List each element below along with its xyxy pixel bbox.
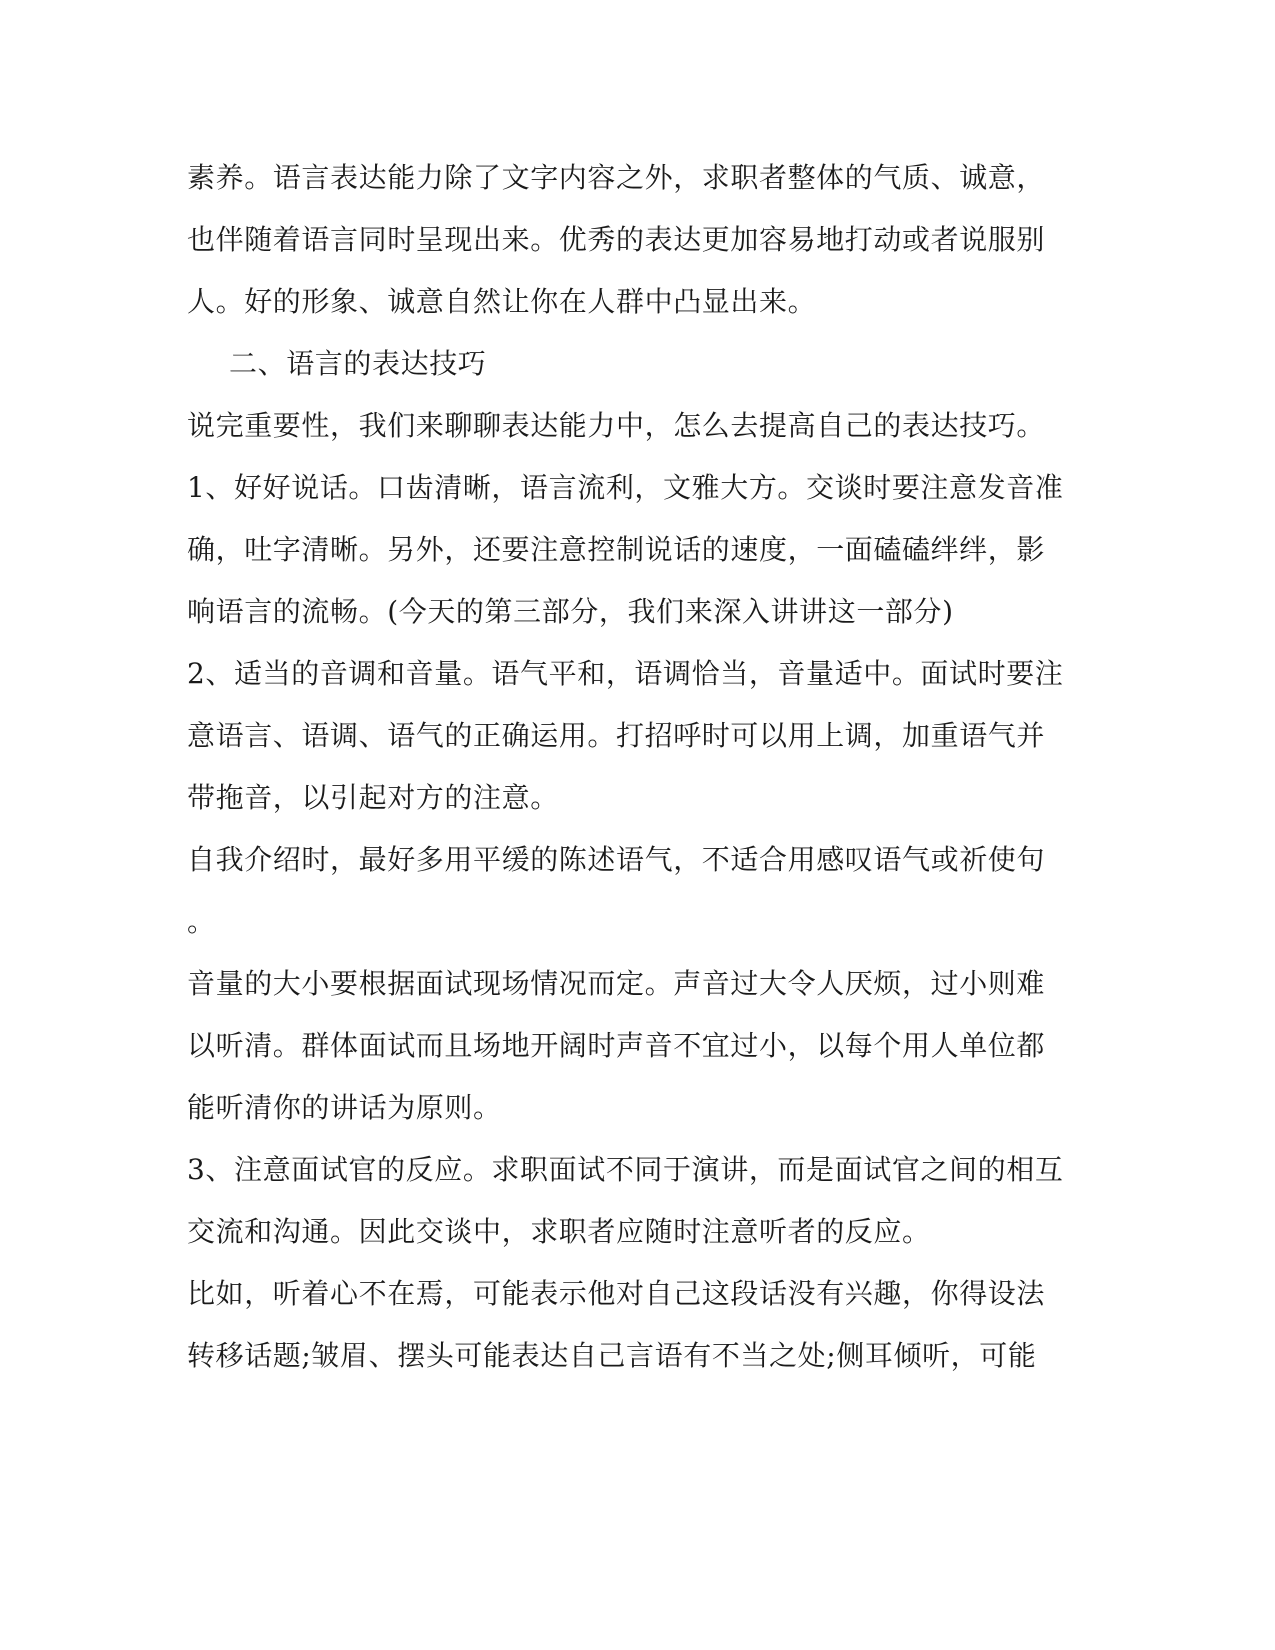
text-line: 响语言的流畅。(今天的第三部分，我们来深入讲讲这一部分) (187, 595, 954, 628)
text-line: 素养。语言表达能力除了文字内容之外，求职者整体的气质、诚意， (187, 161, 1046, 194)
text-line: 3、注意面试官的反应。求职面试不同于演讲，而是面试官之间的相互 (187, 1153, 1064, 1186)
text-line: 2、适当的音调和音量。语气平和，语调恰当，音量适中。面试时要注 (187, 657, 1064, 690)
text-line: 。 (187, 905, 216, 938)
text-line: 带拖音，以引起对方的注意。 (187, 781, 559, 814)
text-line: 交流和沟通。因此交谈中，求职者应随时注意听者的反应。 (187, 1215, 931, 1248)
text-line: 自我介绍时，最好多用平缓的陈述语气，不适合用感叹语气或祈使句 (187, 843, 1046, 876)
text-line: 说完重要性，我们来聊聊表达能力中，怎么去提高自己的表达技巧。 (187, 409, 1046, 442)
text-line: 转移话题;皱眉、摆头可能表达自己言语有不当之处;侧耳倾听，可能 (187, 1339, 1037, 1372)
text-line: 也伴随着语言同时呈现出来。优秀的表达更加容易地打动或者说服别 (187, 223, 1046, 256)
text-line: 以听清。群体面试而且场地开阔时声音不宜过小，以每个用人单位都 (187, 1029, 1046, 1062)
section-heading: 二、语言的表达技巧 (229, 347, 487, 380)
text-line: 人。好的形象、诚意自然让你在人群中凸显出来。 (187, 285, 817, 318)
text-line: 确，吐字清晰。另外，还要注意控制说话的速度，一面磕磕绊绊，影 (187, 533, 1046, 566)
text-line: 意语言、语调、语气的正确运用。打招呼时可以用上调，加重语气并 (187, 719, 1046, 752)
text-line: 能听清你的讲话为原则。 (187, 1091, 502, 1124)
text-line: 1、好好说话。口齿清晰，语言流利，文雅大方。交谈时要注意发音准 (187, 471, 1064, 504)
text-line: 音量的大小要根据面试现场情况而定。声音过大令人厌烦，过小则难 (187, 967, 1046, 1000)
text-line: 比如，听着心不在焉，可能表示他对自己这段话没有兴趣，你得设法 (187, 1277, 1046, 1310)
